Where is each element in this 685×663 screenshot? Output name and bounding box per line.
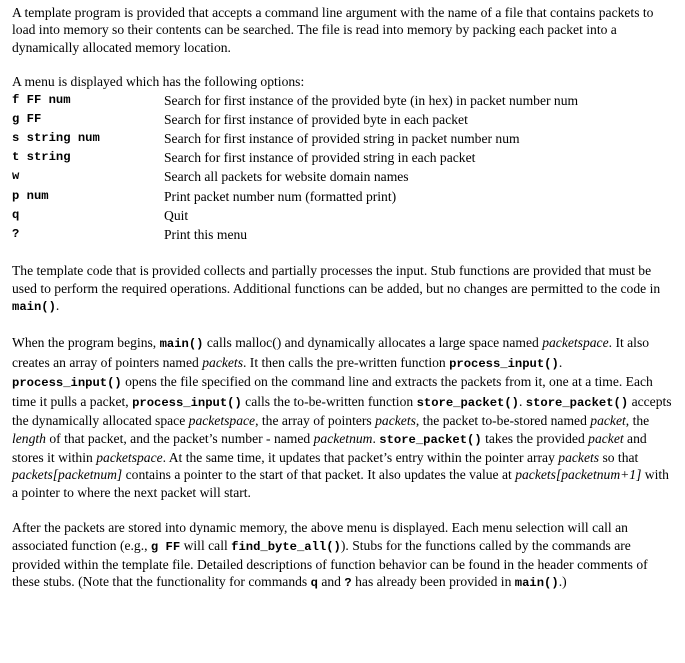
text-run: . At the same time, it updates that packet’s entry within the pointer array [162, 449, 559, 465]
term-packetspace: packetspace [188, 413, 256, 429]
menu-cmd-s: s string num [12, 131, 100, 146]
code-store-packet: store_packet() [416, 395, 519, 410]
template-code-paragraph [12, 262, 673, 316]
after-packets-paragraph [12, 519, 673, 593]
code-store-packet: store_packet() [379, 432, 482, 447]
menu-desc-t: Search for first instance of provided string in each packet [164, 150, 476, 166]
text-run: , the array of pointers [255, 413, 376, 429]
text-run: calls malloc() and dynamically allocates a large space named [203, 335, 543, 351]
menu-options-list [12, 91, 673, 245]
menu-cmd-f: f FF num [12, 92, 71, 107]
term-packets-next-index: packets[packetnum+1] [515, 467, 642, 483]
code-main: main() [12, 300, 56, 315]
menu-desc-s: Search for first instance of provided string in packet number num [164, 131, 520, 147]
code-question: ? [344, 576, 352, 591]
term-length: length [12, 430, 46, 446]
menu-desc-help: Print this menu [164, 227, 248, 243]
text-run: , the packet to-be-stored named [415, 413, 591, 429]
term-packetspace: packetspace [96, 449, 163, 465]
menu-cmd-w: w [12, 169, 20, 184]
text-run: The template code that is provided collects and partially processes the input. Stub functions are provided that must be used to perform the required operations. Additional functions can be added, but no changes are permitted to the code in [12, 263, 661, 296]
term-packet: packet [590, 413, 626, 429]
menu-desc-f: Search for first instance of the provided byte (in hex) in packet number num [164, 92, 579, 108]
menu-cmd-t: t string [12, 150, 71, 165]
code-main: main() [159, 337, 204, 352]
menu-intro: A menu is displayed which has the following options: [12, 74, 305, 90]
text-run: , the [625, 413, 650, 429]
text-run: accepts the dynamically allocated space [12, 393, 672, 429]
menu-cmd-q: q [12, 207, 20, 222]
text-run: and stores it within [12, 430, 647, 465]
text-run: of that packet, and the packet’s number - named [45, 430, 314, 446]
menu-desc-w: Search all packets for website domain names [164, 169, 409, 185]
term-packets: packets [202, 354, 243, 370]
text-run: . [372, 430, 380, 446]
code-process-input: process_input() [132, 395, 242, 410]
code-q: q [310, 576, 318, 591]
menu-cmd-help: ? [12, 227, 20, 242]
text-run: . It then calls the pre-written function [243, 354, 450, 370]
code-store-packet: store_packet() [525, 395, 629, 410]
menu-desc-q: Quit [164, 207, 189, 223]
term-packets-index: packets[packetnum] [12, 467, 123, 483]
menu-desc-g: Search for first instance of provided byte in each packet [164, 111, 468, 127]
term-packets: packets [558, 449, 600, 465]
text-run: When the program begins, [12, 335, 160, 351]
code-find-byte-all: find_byte_all() [231, 539, 341, 554]
term-packet: packet [588, 430, 624, 446]
text-run: and [317, 574, 345, 590]
text-run: . [518, 393, 526, 409]
text-run: has already been provided in [351, 574, 515, 590]
text-run: .) [558, 574, 567, 590]
text-run: . It also creates an array of pointers named [12, 335, 650, 370]
code-g-ff: g FF [150, 539, 181, 554]
text-run: takes the provided [481, 430, 589, 446]
term-packetspace: packetspace [542, 335, 609, 351]
code-main: main() [514, 576, 559, 591]
term-packetnum: packetnum [313, 430, 373, 446]
text-run: contains a pointer to the start of that packet. It also updates the value at [122, 467, 516, 483]
text-run: After the packets are stored into dynamic memory, the above menu is displayed. Each menu selection will call an associated function (e.g., [12, 520, 628, 553]
text-run: so that [599, 449, 639, 465]
menu-cmd-g: g FF [12, 111, 42, 126]
code-process-input: process_input() [449, 356, 559, 371]
text-run: . [55, 298, 60, 314]
text-run: . [558, 354, 563, 370]
term-packets: packets [375, 413, 416, 429]
menu-desc-p: Print packet number num (formatted print) [164, 188, 397, 204]
program-begins-paragraph [12, 334, 673, 501]
menu-cmd-p: p num [12, 188, 49, 203]
code-process-input: process_input() [12, 376, 122, 391]
text-run: calls the to-be-written function [241, 393, 417, 409]
text-run: opens the file specified on the command line and extracts the packets from it, one at a time. Each time it pulls a packet, [12, 374, 653, 409]
text-run: will call [180, 537, 232, 553]
text-run: ). Stubs for the functions called by the commands are provided within the template file. Detailed descriptions of function behavior can be found in the header comments of these stubs. (Note that the functionality for commands [12, 537, 648, 590]
text-run: with a pointer to where the next packet will start. [12, 467, 669, 500]
intro-paragraph: A template program is provided that accepts a command line argument with the name of a file that contains packets to load into memory so their contents can be searched. The file is read into memory by packing each packet into a dynamically allocated memory location. [12, 5, 654, 55]
